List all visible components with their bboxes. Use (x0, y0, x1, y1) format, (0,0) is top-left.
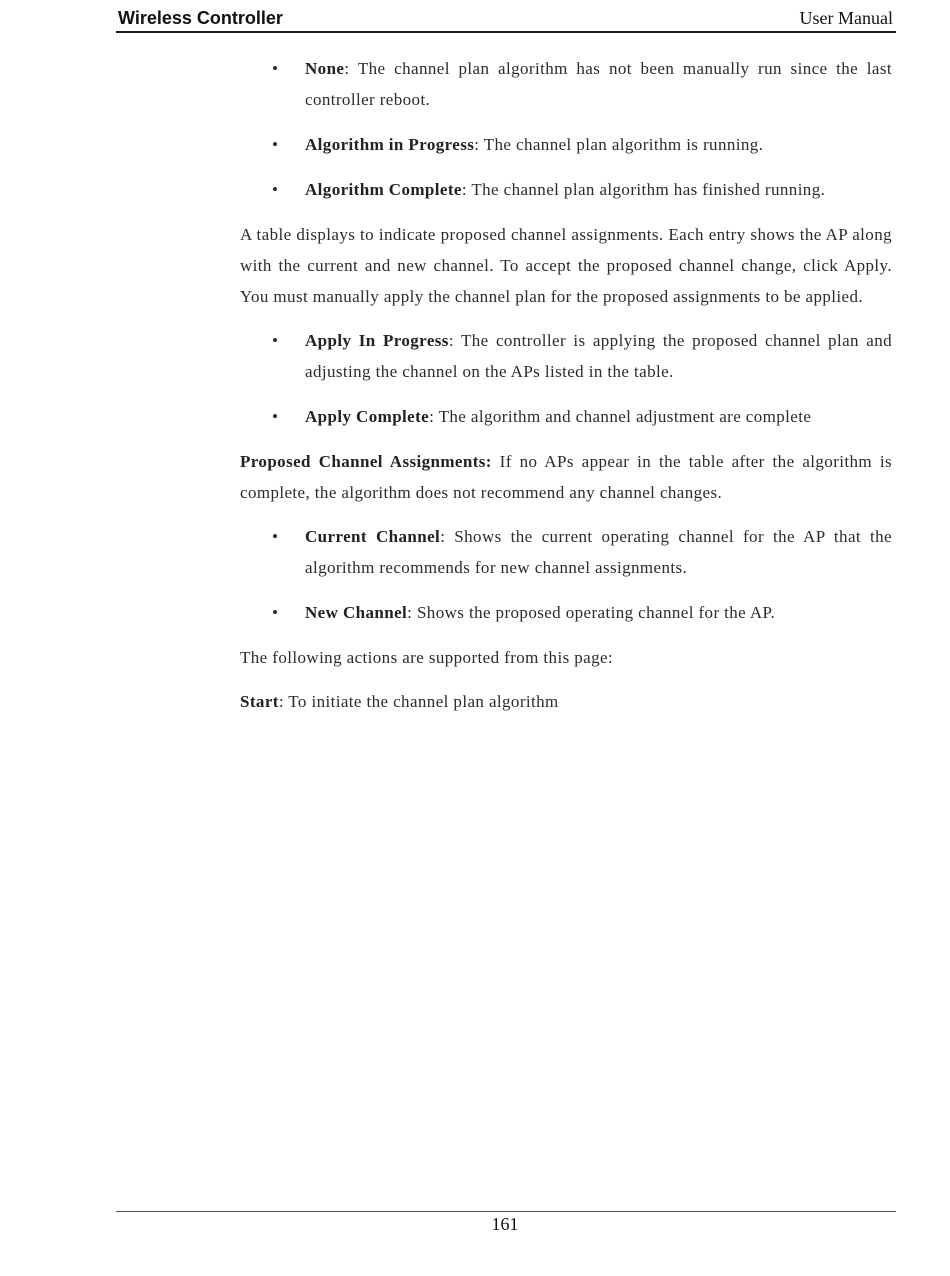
description: : The channel plan algorithm is running. (474, 135, 764, 154)
paragraph-actions: The following actions are supported from this page: (240, 648, 614, 667)
list-item (240, 174, 892, 205)
bullet-icon: • (272, 180, 279, 199)
list-item (240, 401, 892, 432)
description: : To initiate the channel plan algorithm (278, 692, 559, 711)
description: : The channel plan algorithm has finished running. (461, 180, 826, 199)
description: If no APs appear in the table after the algorithm is complete, the algorithm does not recommend any channel changes. (240, 452, 892, 502)
description: : Shows the proposed operating channel for the AP. (407, 603, 776, 622)
list-item (240, 597, 892, 628)
list-item (240, 521, 892, 583)
header-title: Wireless Controller (118, 8, 283, 28)
header-doc-type: User Manual (799, 8, 893, 28)
footer-divider (116, 1211, 896, 1212)
term: Proposed Channel Assignments: (240, 452, 492, 471)
list-item (240, 53, 892, 115)
bullet-icon: • (272, 331, 279, 350)
term: Algorithm Complete (305, 180, 462, 199)
term: Start (240, 692, 279, 711)
page-body (240, 53, 892, 730)
page-number: 161 (491, 1214, 519, 1234)
bullet-icon: • (272, 59, 279, 78)
page-header (116, 6, 896, 33)
description: : Shows the current operating channel for the AP that the algorithm recommends for new channel assignments. (305, 527, 892, 577)
term: New Channel (305, 603, 408, 622)
term: Current Channel (305, 527, 441, 546)
term: Apply In Progress (305, 331, 449, 350)
bullet-icon: • (272, 527, 279, 546)
description: : The controller is applying the proposed channel plan and adjusting the channel on the APs listed in the table. (305, 331, 892, 381)
term: Apply Complete (305, 407, 430, 426)
term: Algorithm in Progress (305, 135, 475, 154)
paragraph-start (240, 686, 892, 717)
paragraph-table-description: A table displays to indicate proposed channel assignments. Each entry shows the AP along with the current and new channel. To accept the proposed channel change, click Apply. You must manually apply the channel plan for the proposed assignments to be applied. (240, 225, 892, 306)
term: None (305, 59, 345, 78)
description: : The channel plan algorithm has not been manually run since the last controller reboot. (305, 59, 892, 109)
bullet-icon: • (272, 603, 279, 622)
list-item (240, 129, 892, 160)
paragraph-proposed-assignments (240, 446, 892, 508)
bullet-icon: • (272, 135, 279, 154)
description: : The algorithm and channel adjustment are complete (429, 407, 812, 426)
bullet-icon: • (272, 407, 279, 426)
list-item (240, 325, 892, 387)
